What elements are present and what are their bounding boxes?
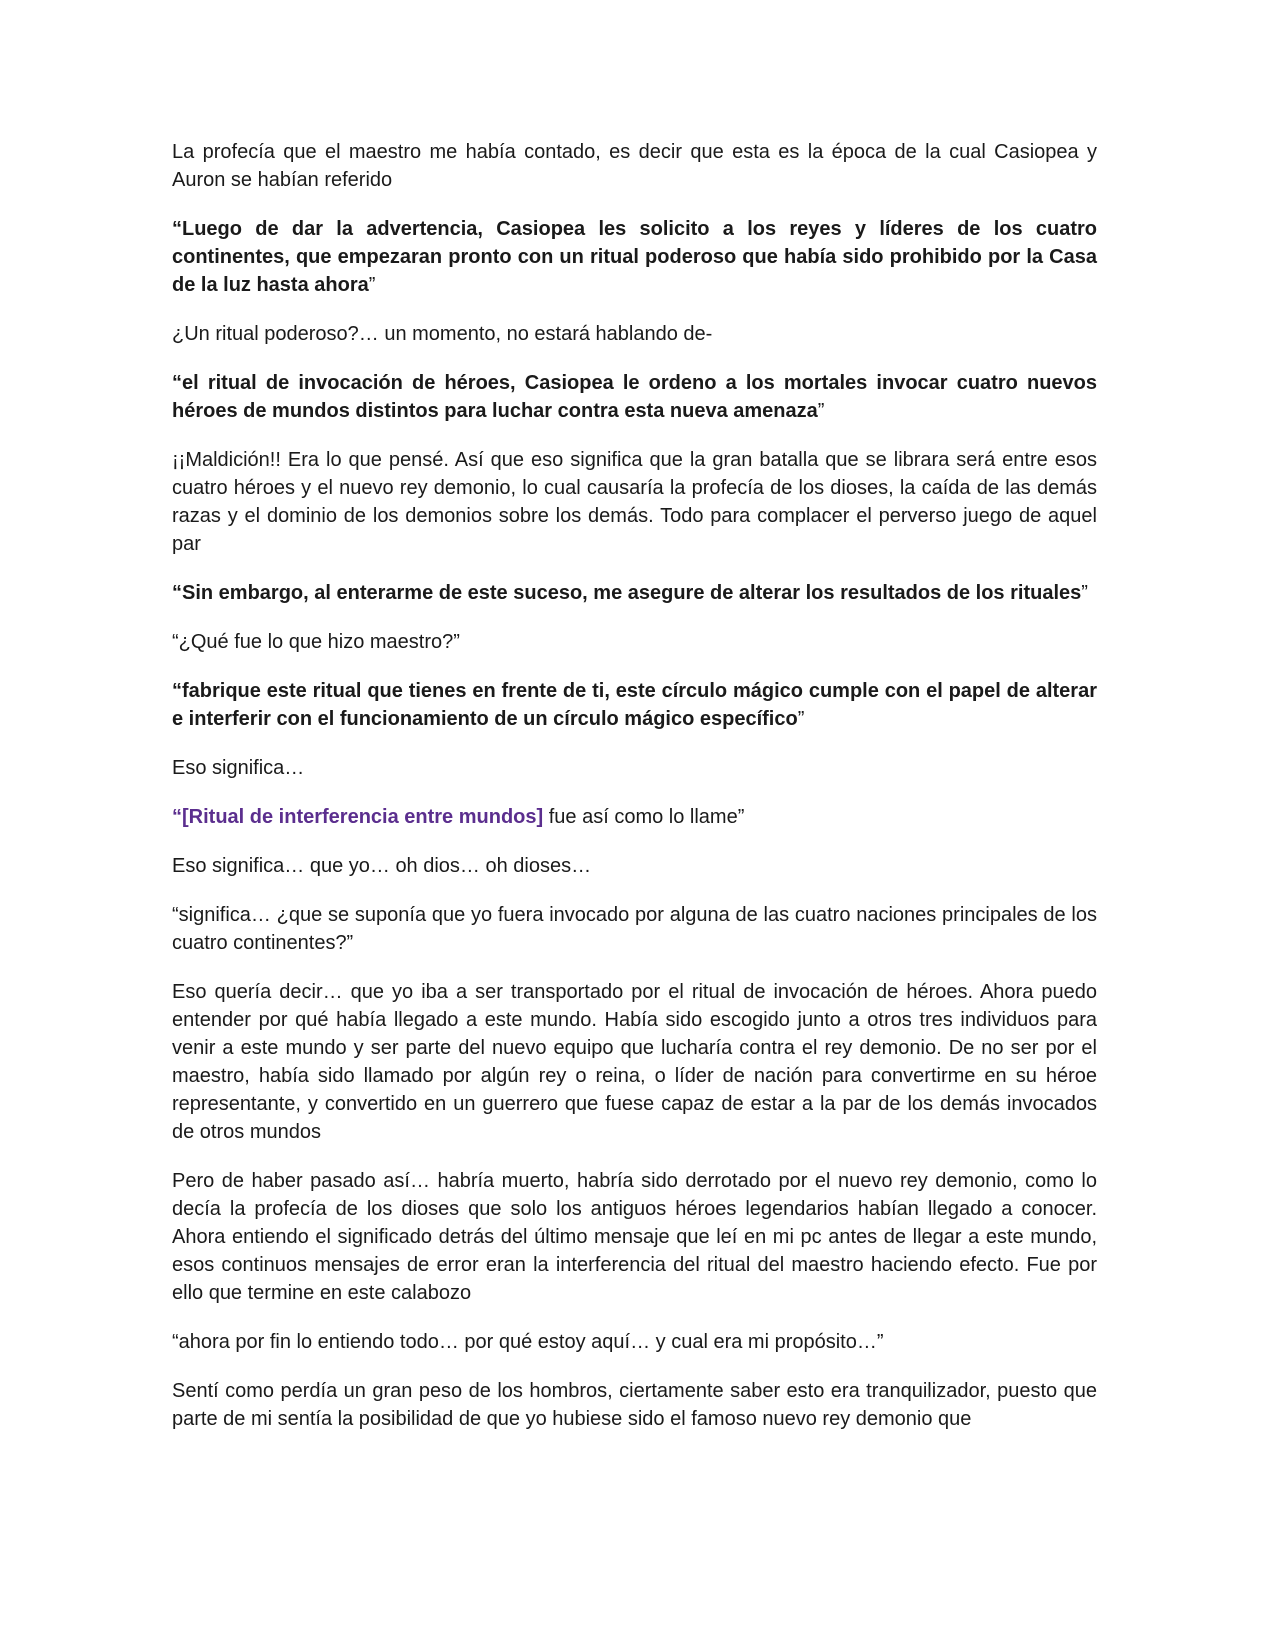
text-run: “Sin embargo, al enterarme de este suceso, me asegure de alterar los resultados de los rituales — [172, 582, 1082, 604]
paragraph — [172, 978, 1097, 1146]
paragraph — [172, 369, 1097, 425]
paragraph — [172, 852, 1097, 880]
paragraph — [172, 320, 1097, 348]
text-run: ” — [368, 274, 376, 296]
paragraph — [172, 138, 1097, 194]
text-run: “[Ritual de interferencia entre mundos] — [172, 806, 544, 828]
paragraph — [172, 1167, 1097, 1307]
text-run: Eso significa… — [172, 757, 305, 779]
text-run: Sentí como perdía un gran peso de los hombros, ciertamente saber esto era tranquilizador, puesto que parte de mi sentía la posibilidad de que yo hubiese sido el famoso nuevo rey demonio que — [172, 1380, 1097, 1430]
text-run: Eso significa… que yo… oh dios… oh dioses… — [172, 855, 592, 877]
text-run: “fabrique este ritual que tienes en frente de ti, este círculo mágico cumple con el papel de alterar e interferir con el funcionamiento de un círculo mágico específico — [172, 680, 1097, 730]
paragraph — [172, 677, 1097, 733]
text-run: ¿Un ritual poderoso?… un momento, no estará hablando de- — [172, 323, 713, 345]
text-run: ” — [1081, 582, 1088, 604]
text-run: ¡¡Maldición!! Era lo que pensé. Así que eso significa que la gran batalla que se librara será entre esos cuatro héroes y el nuevo rey demonio, lo cual causaría la profecía de los dioses, la caída de las demás razas y el dominio de los demonios sobre los demás. Todo para complacer el perverso juego de aquel par — [172, 449, 1097, 555]
text-run: “significa… ¿que se suponía que yo fuera invocado por alguna de las cuatro naciones principales de los cuatro continentes?” — [172, 904, 1097, 954]
paragraph — [172, 446, 1097, 558]
paragraph — [172, 1377, 1097, 1433]
text-run: “¿Qué fue lo que hizo maestro?” — [172, 631, 460, 653]
paragraph — [172, 215, 1097, 299]
text-run: ” — [817, 400, 825, 422]
paragraph — [172, 579, 1097, 607]
document-text-body — [172, 138, 1097, 1433]
paragraph — [172, 754, 1097, 782]
text-run: La profecía que el maestro me había contado, es decir que esta es la época de la cual Casiopea y Auron se habían referido — [172, 141, 1097, 191]
paragraph — [172, 1328, 1097, 1356]
text-run: ” — [797, 708, 805, 730]
text-run: Eso quería decir… que yo iba a ser transportado por el ritual de invocación de héroes. Ahora puedo entender por qué había llegado a este mundo. Había sido escogido junto a otros tres individuos para venir a este mundo y ser parte del nuevo equipo que lucharía contra el rey demonio. De no ser por el maestro, había sido llamado por algún rey o reina, o líder de nación para convertirme en su héroe representante, y convertido en un guerrero que fuese capaz de estar a la par de los demás invocados de otros mundos — [172, 981, 1097, 1143]
text-run: Pero de haber pasado así… habría muerto, habría sido derrotado por el nuevo rey demonio, como lo decía la profecía de los dioses que solo los antiguos héroes legendarios habían llegado a conocer. Ahora entiendo el significado detrás del último mensaje que leí en mi pc antes de llegar a este mundo, esos continuos mensajes de error eran la interferencia del ritual del maestro haciendo efecto. Fue por ello que termine en este calabozo — [172, 1170, 1097, 1304]
text-run: “el ritual de invocación de héroes, Casiopea le ordeno a los mortales invocar cuatro nuevos héroes de mundos distintos para luchar contra esta nueva amenaza — [172, 372, 1097, 422]
paragraph — [172, 803, 1097, 831]
text-run: fue así como lo llame” — [543, 806, 745, 828]
paragraph — [172, 901, 1097, 957]
text-run: “Luego de dar la advertencia, Casiopea les solicito a los reyes y líderes de los cuatro continentes, que empezaran pronto con un ritual poderoso que había sido prohibido por la Casa de la luz hasta ahora — [172, 218, 1097, 296]
paragraph — [172, 628, 1097, 656]
text-run: “ahora por fin lo entiendo todo… por qué estoy aquí… y cual era mi propósito…” — [172, 1331, 884, 1353]
